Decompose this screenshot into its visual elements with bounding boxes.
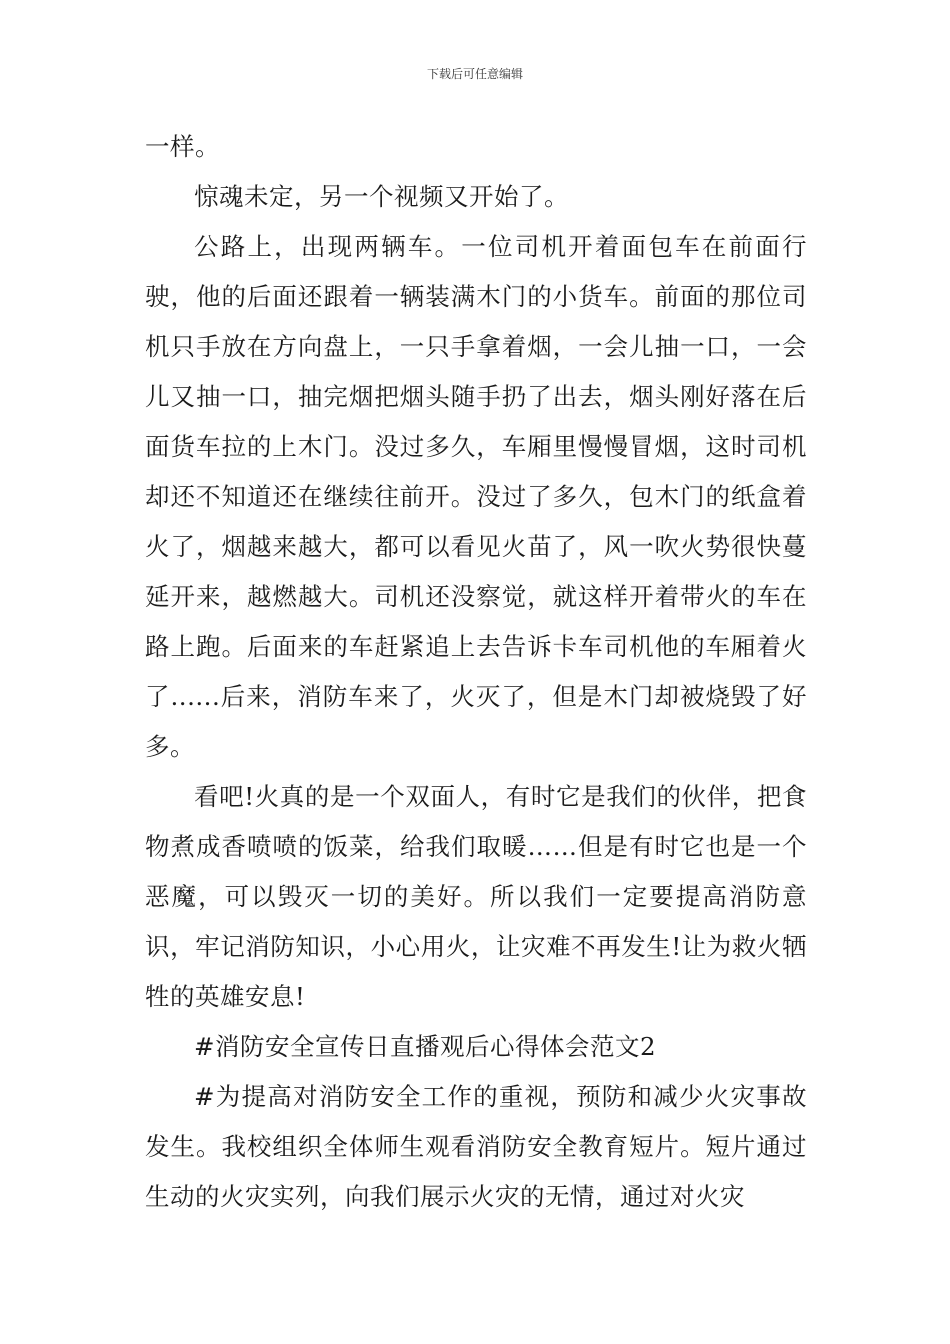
paragraph-5: #为提高对消防安全工作的重视，预防和减少火灾事故发生。我校组织全体师生观看消防安全教育短片。短片通过生动的火灾实列，向我们展示火灾的无情，通过对火灾: [145, 1082, 807, 1211]
document-body: [145, 122, 807, 1222]
section-heading: #消防安全宣传日直播观后心得体会范文2: [194, 1032, 657, 1061]
paragraph-2: 惊魂未定，另一个视频又开始了。: [194, 182, 569, 211]
paragraph-1: 一样。: [145, 132, 220, 161]
page-header: 下载后可任意编辑: [426, 67, 523, 81]
paragraph-4: 看吧!火真的是一个双面人，有时它是我们的伙伴，把食物煮成香喷喷的饭菜，给我们取暖……但是有时它也是一个恶魔，可以毁灭一切的美好。所以我们一定要提高消防意识，牢记消防知识，小心用火，让灾难不再发生!让为救火牺牲的英雄安息!: [145, 782, 807, 1011]
paragraph-3: 公路上，出现两辆车。一位司机开着面包车在前面行驶，他的后面还跟着一辆装满木门的小货车。前面的那位司机只手放在方向盘上，一只手拿着烟，一会儿抽一口，一会儿又抽一口，抽完烟把烟头随手扔了出去，烟头刚好落在后面货车拉的上木门。没过多久，车厢里慢慢冒烟，这时司机却还不知道还在继续往前开。没过了多久，包木门的纸盒着火了，烟越来越大，都可以看见火苗了，风一吹火势很快蔓延开来，越燃越大。司机还没察觉，就这样开着带火的车在路上跑。后面来的车赶紧追上去告诉卡车司机他的车厢着火了......后来，消防车来了，火灭了，但是木门却被烧毁了好多。: [145, 232, 807, 761]
